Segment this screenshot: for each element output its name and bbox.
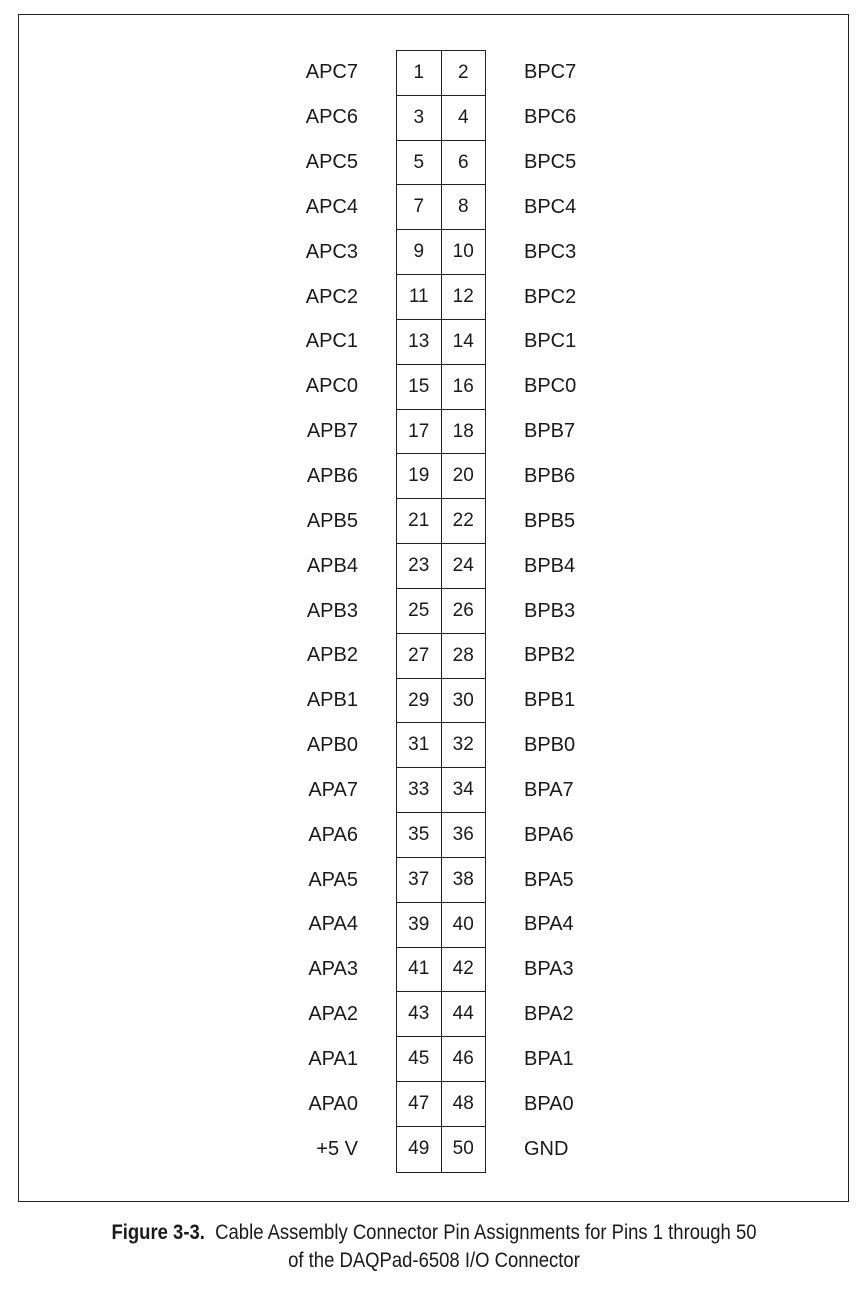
- pin-row: [397, 813, 485, 858]
- pin-number: 33: [397, 768, 442, 812]
- pin-number: 3: [397, 96, 442, 140]
- pin-number: 43: [397, 992, 442, 1036]
- pin-number: 37: [397, 858, 442, 902]
- right-signal-label: BPB4: [524, 554, 576, 577]
- pin-number: 30: [452, 689, 474, 711]
- pin-number: 12: [452, 286, 474, 308]
- right-signal-label: BPA0: [524, 1092, 574, 1115]
- pin-number: 36: [452, 823, 474, 845]
- pin-row: [397, 858, 485, 903]
- right-signal-label: BPA6: [524, 823, 574, 846]
- pin-number: 41: [397, 948, 442, 992]
- right-signal-label: BPB0: [524, 734, 576, 757]
- right-signal-label: BPA1: [524, 1047, 574, 1070]
- left-signal-label: APB6: [306, 464, 358, 487]
- pin-row: [397, 96, 485, 141]
- pin-row: [397, 768, 485, 813]
- pin-row: [397, 499, 485, 544]
- left-signal-label: APC5: [305, 151, 358, 174]
- pin-row: [397, 544, 485, 589]
- right-signal-label: GND: [524, 1137, 569, 1160]
- pin-number: 17: [397, 410, 442, 454]
- right-signal-label: BPC2: [524, 285, 577, 308]
- figure-title-line-1: Cable Assembly Connector Pin Assignments for Pins 1 through 50: [215, 1221, 757, 1244]
- left-signal-label: APA6: [308, 823, 358, 846]
- left-signal-label: APA5: [308, 868, 358, 891]
- pin-number: 32: [452, 734, 474, 756]
- left-signal-label: APC3: [305, 240, 358, 263]
- pin-number: 10: [452, 241, 474, 263]
- pin-row: [397, 1037, 485, 1082]
- pin-number: 31: [397, 723, 442, 767]
- left-signal-label: APA4: [308, 913, 358, 936]
- pin-number: 49: [397, 1127, 442, 1172]
- left-signal-label: APC2: [305, 285, 358, 308]
- pin-number: 48: [452, 1092, 474, 1114]
- pin-number: 1: [397, 51, 442, 95]
- right-signal-label: BPB5: [524, 509, 576, 532]
- pin-number: 23: [397, 544, 442, 588]
- left-signal-label: APC1: [305, 330, 358, 353]
- pin-row: [397, 410, 485, 455]
- left-signal-label: APC0: [305, 375, 358, 398]
- right-signal-label: BPC7: [524, 61, 577, 84]
- pin-number: 27: [397, 634, 442, 678]
- pin-row: [397, 51, 485, 96]
- right-signal-label: BPB1: [524, 689, 576, 712]
- pin-row: [397, 365, 485, 410]
- left-signal-label: APC6: [305, 106, 358, 129]
- left-signal-label: APB5: [306, 509, 358, 532]
- right-signal-label: BPC6: [524, 106, 577, 129]
- pin-number: 34: [452, 779, 474, 801]
- pin-number: 38: [452, 868, 474, 890]
- pin-row: [397, 992, 485, 1037]
- pin-row: [397, 275, 485, 320]
- pin-number: 15: [397, 365, 442, 409]
- pin-number: 25: [397, 589, 442, 633]
- figure-caption: [52, 1219, 816, 1275]
- pin-number: 18: [452, 420, 474, 442]
- left-signal-label: APA1: [308, 1047, 358, 1070]
- right-signal-label: BPB3: [524, 599, 576, 622]
- left-signal-label: APC7: [305, 61, 358, 84]
- left-signal-label: APA3: [308, 958, 358, 981]
- left-signal-label: APB4: [306, 554, 358, 577]
- pin-number: 9: [397, 230, 442, 274]
- pin-row: [397, 948, 485, 993]
- pin-number: 5: [397, 141, 442, 185]
- pin-number: 47: [397, 1082, 442, 1126]
- caption-line-1: [52, 1219, 816, 1247]
- left-signal-label: APB1: [306, 689, 358, 712]
- right-signal-label: BPA5: [524, 868, 574, 891]
- left-signal-label: APA2: [308, 1003, 358, 1026]
- pin-row: [397, 1082, 485, 1127]
- connector-pin-block: [396, 50, 486, 1173]
- left-signal-label: +5 V: [316, 1137, 358, 1160]
- left-signal-label: APA0: [308, 1092, 358, 1115]
- pin-row: [397, 141, 485, 186]
- pin-number: 11: [397, 275, 442, 319]
- pin-number: 2: [457, 61, 469, 83]
- pin-number: 50: [452, 1138, 474, 1160]
- right-signal-label: BPC5: [524, 151, 577, 174]
- pin-number: 8: [457, 196, 469, 218]
- figure-label: Figure 3-3.: [111, 1221, 205, 1244]
- pin-row: [397, 903, 485, 948]
- right-signal-label: BPB2: [524, 644, 576, 667]
- pin-row: [397, 723, 485, 768]
- pin-number: 19: [397, 454, 442, 498]
- pin-row: [397, 320, 485, 365]
- pin-number: 13: [397, 320, 442, 364]
- pin-number: 21: [397, 499, 442, 543]
- pin-number: 7: [397, 185, 442, 229]
- pin-number: 16: [452, 375, 474, 397]
- pin-number: 35: [397, 813, 442, 857]
- left-signal-label: APB2: [306, 644, 358, 667]
- pin-row: [397, 185, 485, 230]
- right-signal-label: BPB7: [524, 420, 576, 443]
- pin-row: [397, 454, 485, 499]
- right-signal-label: BPA3: [524, 958, 574, 981]
- pin-row: [397, 634, 485, 679]
- pin-number: 40: [452, 913, 474, 935]
- left-signal-label: APB7: [306, 420, 358, 443]
- pin-number: 24: [452, 555, 474, 577]
- right-signal-label: BPB6: [524, 464, 576, 487]
- pin-number: 29: [397, 679, 442, 723]
- pin-row: [397, 679, 485, 724]
- right-signal-label: BPC3: [524, 240, 577, 263]
- left-signal-label: APA7: [308, 778, 358, 801]
- pin-number: 44: [452, 1003, 474, 1025]
- pin-row: [397, 589, 485, 634]
- left-signal-label: APB3: [306, 599, 358, 622]
- pin-number: 14: [452, 330, 474, 352]
- right-signal-label: BPC0: [524, 375, 577, 398]
- pin-number: 22: [452, 510, 474, 532]
- pin-number: 46: [452, 1048, 474, 1070]
- pin-number: 4: [457, 106, 469, 128]
- pin-number: 42: [452, 958, 474, 980]
- pin-row: [397, 230, 485, 275]
- right-signal-label: BPC4: [524, 195, 577, 218]
- right-signal-label: BPC1: [524, 330, 577, 353]
- left-signal-label: APB0: [306, 734, 358, 757]
- caption-line-2: of the DAQPad-6508 I/O Connector: [288, 1249, 580, 1272]
- right-signal-label: BPA4: [524, 913, 574, 936]
- pin-number: 6: [457, 151, 469, 173]
- pin-number: 28: [452, 644, 474, 666]
- pin-number: 26: [452, 599, 474, 621]
- pin-number: 20: [452, 465, 474, 487]
- right-signal-label: BPA7: [524, 778, 574, 801]
- left-signal-label: APC4: [305, 195, 358, 218]
- pin-number: 45: [397, 1037, 442, 1081]
- pin-number: 39: [397, 903, 442, 947]
- right-signal-label: BPA2: [524, 1003, 574, 1026]
- pin-row: [397, 1127, 485, 1172]
